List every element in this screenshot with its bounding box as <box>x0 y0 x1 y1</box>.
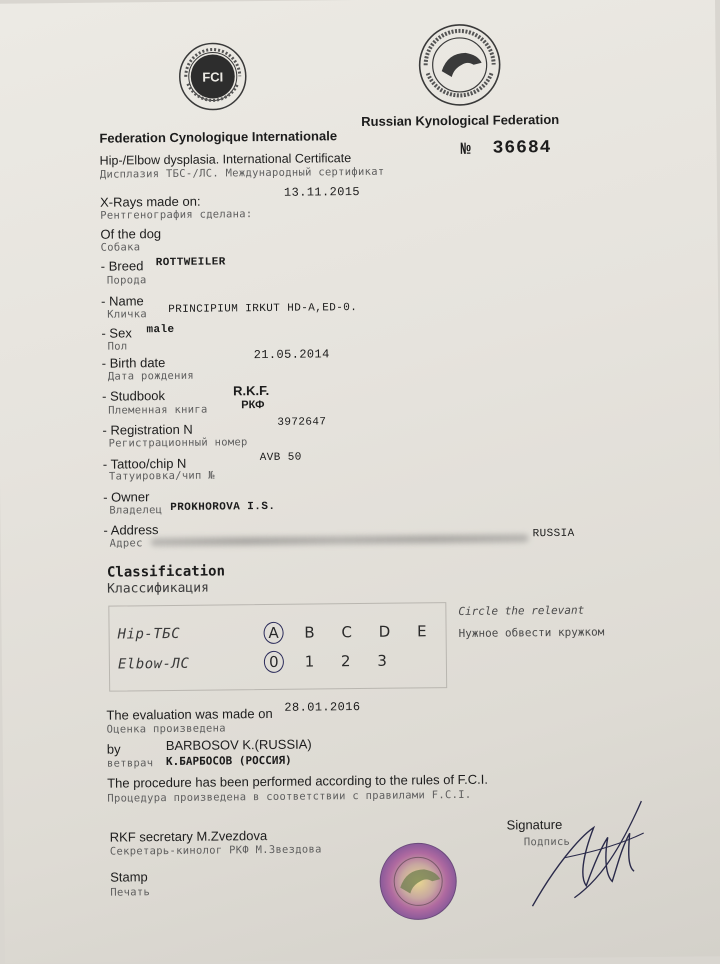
certificate-number: 36684 <box>492 137 552 159</box>
sex-value: male <box>146 323 175 337</box>
address-value: RUSSIA <box>532 527 575 541</box>
signature-icon <box>523 797 654 913</box>
birth-value: 21.05.2014 <box>253 347 330 363</box>
studbook-label-ru: Племенная книга <box>108 403 208 417</box>
stamp-label-ru: Печать <box>110 886 151 899</box>
secretary-label: RKF secretary M.Zvezdova <box>109 827 268 845</box>
xrays-value: 13.11.2015 <box>283 184 361 200</box>
dog-label-ru: Собака <box>100 241 141 254</box>
vet-label-ru: ветврач <box>106 757 154 770</box>
tattoo-label-ru: Татуировка/чип № <box>108 469 215 483</box>
owner-value: PROKHOROVA I.S. <box>170 500 276 514</box>
studbook-label: - Studbook <box>102 388 166 404</box>
registration-value: 3972647 <box>277 416 327 429</box>
tattoo-value: AVB 50 <box>259 451 302 465</box>
registration-label-ru: Регистрационный номер <box>108 436 248 450</box>
name-value: PRINCIPIUM IRKUT HD-A,ED-0. <box>168 302 358 316</box>
rkf-seal-icon <box>417 22 502 107</box>
procedure-text-ru: Процедура произведена в соответствии с правилами F.C.I. <box>107 788 472 805</box>
hip-label: Hip-ТБС <box>117 625 181 643</box>
elbow-grade-2: 2 <box>340 652 351 671</box>
evaluation-label: The evaluation was made on <box>106 705 273 723</box>
breed-label: - Breed <box>100 258 144 274</box>
birth-label-ru: Дата рождения <box>107 369 195 383</box>
fci-seal-icon <box>177 41 248 112</box>
redacted-address <box>151 534 529 546</box>
owner-label: - Owner <box>103 489 150 505</box>
rkf-title: Russian Kynological Federation <box>361 111 560 129</box>
breed-value: ROTTWEILER <box>155 256 226 270</box>
elbow-grades <box>264 650 387 673</box>
dog-label: Of the dog <box>100 226 162 242</box>
studbook-value-ru: РКФ <box>241 398 265 412</box>
fci-title: Federation Cynologique Internationale <box>99 128 338 146</box>
breed-label-ru: Порода <box>106 274 147 287</box>
classification-title-ru: Классификация <box>107 580 209 597</box>
hip-grade-b: B <box>304 623 315 642</box>
address-label: - Address <box>103 522 159 538</box>
hip-grade-e: E <box>416 622 427 641</box>
signature-label: Signature <box>506 816 563 833</box>
name-label: - Name <box>101 293 144 309</box>
hip-grades <box>263 620 426 644</box>
classification-title: Classification <box>106 563 226 581</box>
tattoo-label: - Tattoo/chip N <box>102 455 187 472</box>
certificate-title-en: Hip-/Elbow dysplasia. International Certificate <box>99 151 352 168</box>
hip-grade-d: D <box>378 622 391 641</box>
name-label-ru: Кличка <box>107 308 148 321</box>
vet-name-ru: К.БАРБОСОВ (РОССИЯ) <box>165 753 292 769</box>
xrays-label-ru: Рентгенография сделана: <box>100 208 253 222</box>
procedure-text: The procedure has been performed according to the rules of F.C.I. <box>107 771 489 791</box>
stamp-label: Stamp <box>110 869 148 885</box>
elbow-grade-1: 1 <box>304 652 315 671</box>
signature-label-ru: Подпись <box>523 835 571 849</box>
hip-grade-selected: A <box>263 622 283 644</box>
elbow-label: Elbow-ЛС <box>117 655 190 673</box>
owner-label-ru: Владелец <box>109 504 163 517</box>
fci-seal-text: FCI <box>202 69 224 85</box>
xrays-label: X-Rays made on: <box>99 193 201 210</box>
birth-label: - Birth date <box>101 355 166 371</box>
sex-label-ru: Пол <box>107 340 128 353</box>
circle-note: Circle the relevant <box>458 603 585 618</box>
hip-grade-c: C <box>341 623 353 642</box>
elbow-grade-selected: 0 <box>264 651 284 673</box>
secretary-label-ru: Секретарь-кинолог РКФ М.Звездова <box>109 843 322 858</box>
evaluation-label-ru: Оценка произведена <box>106 722 226 736</box>
by-label: by <box>106 741 121 757</box>
evaluation-date: 28.01.2016 <box>284 700 361 715</box>
registration-label: - Registration N <box>102 421 193 438</box>
classification-box <box>108 602 447 692</box>
certificate-number-prefix: № <box>460 140 471 160</box>
circle-note-ru: Нужное обвести кружком <box>458 625 605 640</box>
certificate-title-ru: Дисплазия ТБС-/ЛС. Международный сертификат <box>99 165 385 181</box>
address-label-ru: Адрес <box>109 537 143 550</box>
vet-name: BARBOSOV K.(RUSSIA) <box>165 736 312 754</box>
hologram-stamp-icon <box>378 841 459 922</box>
sex-label: - Sex <box>101 325 132 341</box>
studbook-value: R.K.F. <box>232 382 270 399</box>
elbow-grade-3: 3 <box>377 651 387 670</box>
